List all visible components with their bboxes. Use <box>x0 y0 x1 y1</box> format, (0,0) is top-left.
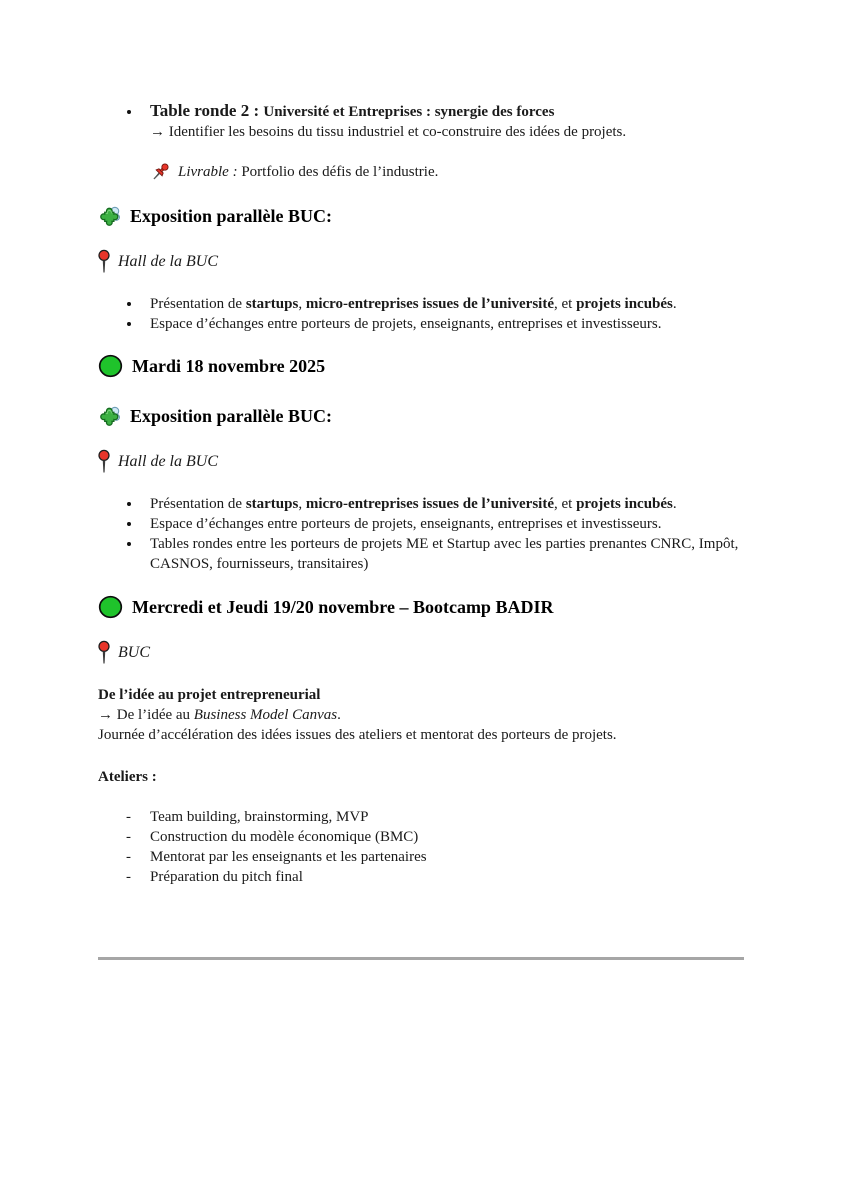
expo2-bullet-list <box>98 494 744 574</box>
bootcamp-journee-line: Journée d’accélération des idées issues des ateliers et mentorat des porteurs de projets. <box>98 727 617 743</box>
round-pushpin-icon <box>98 249 110 274</box>
puzzle-icon <box>98 405 121 428</box>
livrable-value: Portfolio des défis de l’industrie. <box>241 163 439 180</box>
dash-marker: - <box>126 809 131 825</box>
table-ronde-title <box>150 101 744 122</box>
livrable-line <box>98 161 744 182</box>
puzzle-icon <box>98 205 121 228</box>
bullet-dot-icon <box>127 322 131 326</box>
text-run-bold: micro-entreprises issues de l’université <box>305 296 554 312</box>
text-run: . <box>337 707 341 723</box>
text-run-bold: projets incubés <box>576 296 673 312</box>
bootcamp-intro-arrow-line <box>98 705 744 725</box>
bullet-dot-icon <box>127 522 131 526</box>
table-ronde-bullet <box>98 101 744 142</box>
expo2-heading-text: Exposition parallèle BUC: <box>130 406 333 426</box>
mardi-heading-text: Mardi 18 novembre 2025 <box>132 356 326 376</box>
livrable-text <box>178 162 438 182</box>
green-circle-icon <box>98 354 123 378</box>
list-item <box>98 847 744 867</box>
text-run-bold: projets incubés <box>576 496 673 512</box>
text-run-bold: startups <box>245 296 299 312</box>
green-circle-icon <box>98 595 123 619</box>
table-ronde-subtitle: → Identifier les besoins du tissu industriel et co-construire des idées de projets. <box>150 124 627 140</box>
bootcamp-heading-text: Mercredi et Jeudi 19/20 novembre – Bootcamp BADIR <box>132 597 554 617</box>
list-item <box>98 807 744 827</box>
text-run: Tables rondes entre les porteurs de projets ME et Startup avec les parties prenantes CNRC, Impôt, CASNOS, fournisseurs, transitaires) <box>150 536 739 572</box>
text-run: , et <box>554 496 577 512</box>
dash-marker: - <box>126 829 131 845</box>
text-run-bold: startups <box>245 496 299 512</box>
footer-divider <box>98 957 744 960</box>
list-item <box>98 294 744 314</box>
bootcamp-heading <box>98 594 744 620</box>
list-item <box>98 314 744 334</box>
text-run: , <box>298 496 306 512</box>
expo1-bullet-list <box>98 294 744 334</box>
ateliers-list <box>98 807 744 887</box>
text-run: Mentorat par les enseignants et les partenaires <box>150 849 427 865</box>
list-item <box>98 534 744 574</box>
livrable-label: Livrable : <box>178 163 238 180</box>
text-run: Construction du modèle économique (BMC) <box>150 829 419 845</box>
table-ronde-title-rest: Université et Entreprises : synergie des forces <box>263 104 555 120</box>
bullet-dot-icon <box>127 502 131 506</box>
round-pushpin-icon <box>98 449 110 474</box>
text-run: . <box>672 296 677 312</box>
text-run: Espace d’échanges entre porteurs de projets, enseignants, entreprises et investisseurs. <box>150 316 662 332</box>
bullet-dot-icon <box>127 542 131 546</box>
expo1-location <box>98 249 744 274</box>
expo1-heading-text: Exposition parallèle BUC: <box>130 206 333 226</box>
round-pushpin-icon <box>98 640 110 665</box>
text-run-italic: Business Model Canvas <box>193 707 338 723</box>
bootcamp-intro <box>98 685 744 745</box>
expo2-location <box>98 449 744 474</box>
text-run-bold: micro-entreprises issues de l’université <box>305 496 554 512</box>
text-run: , et <box>554 296 577 312</box>
expo2-location-text: Hall de la BUC <box>118 452 218 470</box>
text-run: Présentation de <box>150 496 246 512</box>
bootcamp-location-text: BUC <box>118 643 150 661</box>
expo2-heading <box>98 403 744 429</box>
mardi-heading <box>98 353 744 379</box>
ateliers-label: Ateliers : <box>98 769 157 785</box>
bootcamp-intro-title: De l’idée au projet entrepreneurial <box>98 687 321 703</box>
dash-marker: - <box>126 869 131 885</box>
list-item <box>98 494 744 514</box>
list-item <box>98 827 744 847</box>
list-item <box>98 867 744 887</box>
bullet-dot-icon <box>127 110 131 114</box>
text-run: . <box>672 496 677 512</box>
pushpin-icon <box>150 161 171 182</box>
text-run: , <box>298 296 306 312</box>
bullet-dot-icon <box>127 302 131 306</box>
expo1-location-text: Hall de la BUC <box>118 252 218 270</box>
text-run: Préparation du pitch final <box>150 869 303 885</box>
list-item <box>98 514 744 534</box>
dash-marker: - <box>126 849 131 865</box>
text-run: → De l’idée au <box>98 707 194 723</box>
text-run: Espace d’échanges entre porteurs de projets, enseignants, entreprises et investisseurs. <box>150 516 662 532</box>
bootcamp-location <box>98 640 744 665</box>
text-run: Team building, brainstorming, MVP <box>150 809 369 825</box>
table-ronde-title-lead: Table ronde 2 : <box>150 101 264 120</box>
text-run: Présentation de <box>150 296 246 312</box>
expo1-heading <box>98 203 744 229</box>
